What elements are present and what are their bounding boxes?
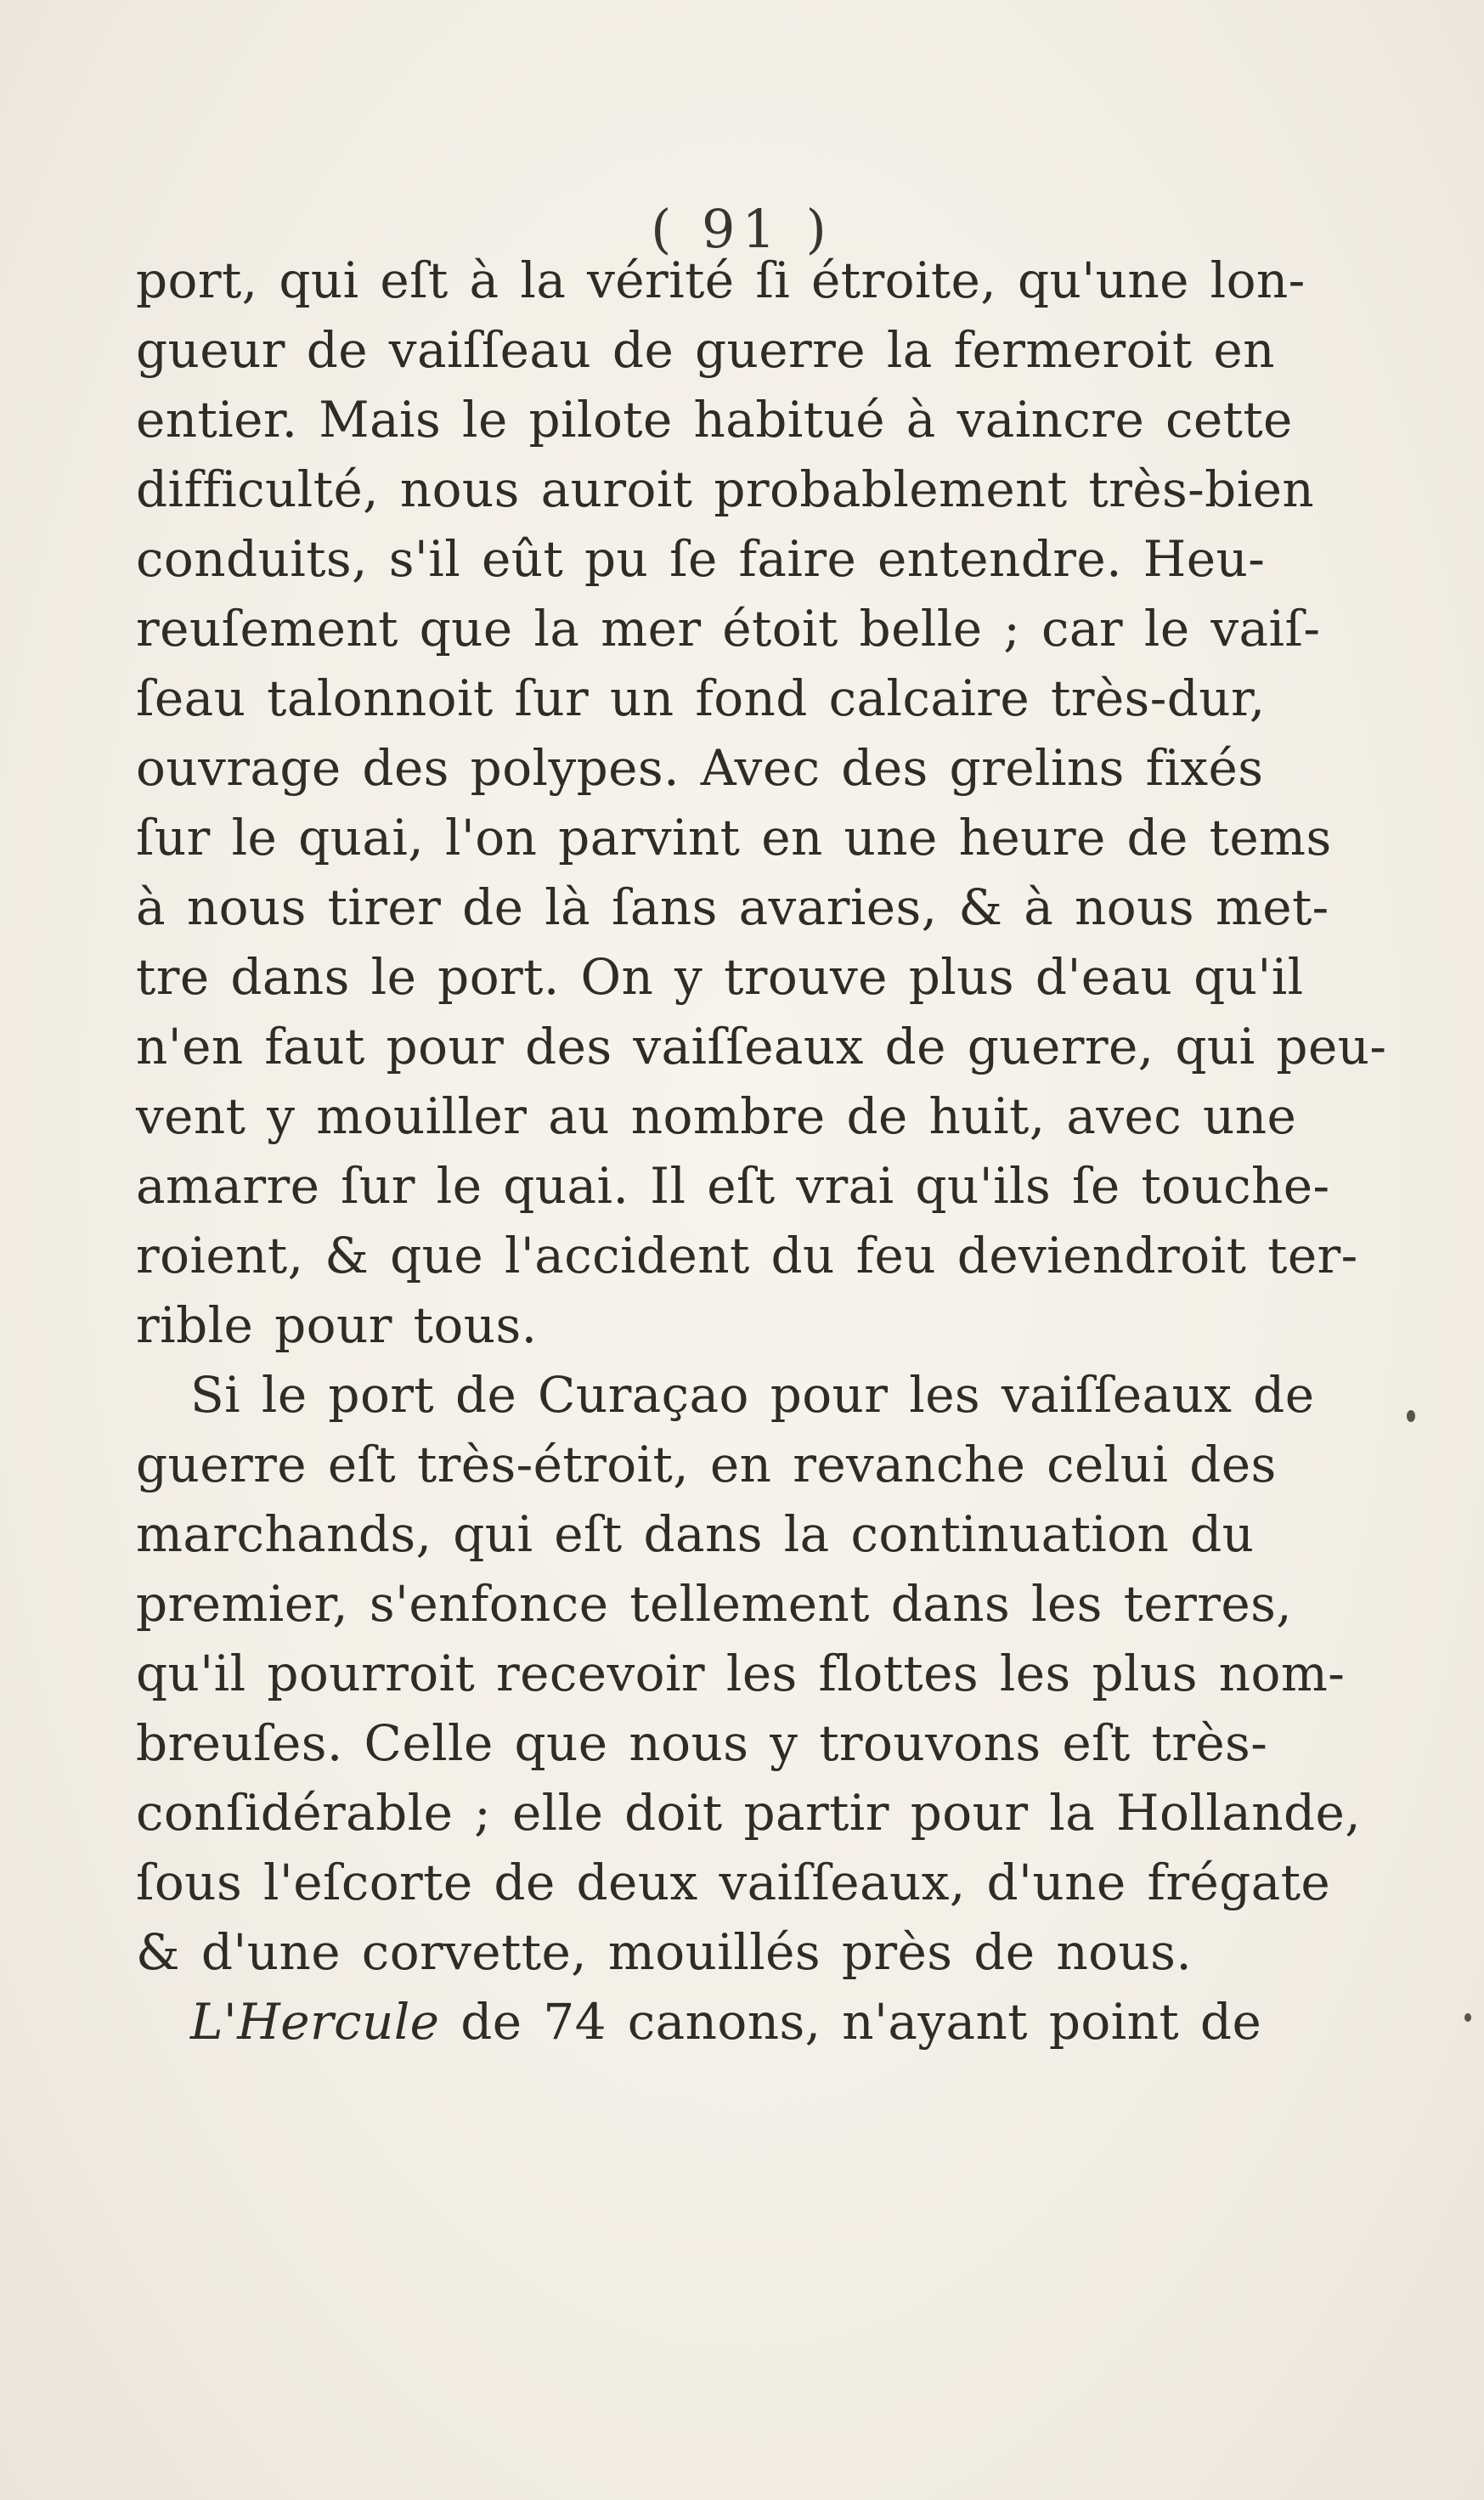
text-line: marchands, qui eſt dans la continuation du [136,1505,1255,1563]
text-line: conſidérable ; elle doit partir pour la Hollande, [136,1784,1362,1842]
text-line: n'en faut pour des vaiſſeaux de guerre, qui peu- [136,1018,1387,1075]
page-number: ( 91 ) [651,198,833,260]
text-line: premier, s'enfonce tellement dans les terres, [136,1575,1293,1633]
text-line: roient, & que l'accident du feu deviendroit ter- [136,1227,1358,1284]
text-line: rible pour tous. [136,1296,538,1354]
text-line: port, qui eſt à la vérité ſi étroite, qu'une lon- [136,251,1306,309]
text-line: ſeau talonnoit ſur un fond calcaire très-dur, [136,669,1266,727]
ink-speck [1464,2013,1471,2022]
text-line: guerre eſt très-étroit, en revanche celui des [136,1436,1277,1493]
text-line: à nous tirer de là ſans avaries, & à nous met- [136,878,1329,936]
text-line: tre dans le port. On y trouve plus d'eau qu'il [136,948,1304,1006]
text-line: gueur de vaiſſeau de guerre la fermeroit en [136,321,1275,379]
ink-speck [1407,1410,1415,1422]
paragraph-start-line: Si le port de Curaçao pour les vaiſſeaux de [190,1366,1315,1424]
text-line: entier. Mais le pilote habitué à vaincre cette [136,391,1293,449]
text-line: difficulté, nous auroit probablement très-bien [136,460,1315,518]
text-line: conduits, s'il eût pu ſe faire entendre. Heu- [136,530,1266,588]
text-line: ſous l'eſcorte de deux vaiſſeaux, d'une frégate [136,1854,1331,1911]
text-line: ſur le quai, l'on parvint en une heure de tems [136,809,1332,866]
text-line: & d'une corvette, mouillés près de nous. [136,1923,1193,1981]
text-line: breuſes. Celle que nous y trouvons eſt très- [136,1714,1268,1772]
paragraph-start-line [136,1988,1261,2056]
text-line: amarre ſur le quai. Il eſt vrai qu'ils ſe touche- [136,1157,1330,1215]
text-line: ouvrage des polypes. Avec des grelins fixés [136,739,1264,797]
text-line: qu'il pourroit recevoir les flottes les plus nom- [136,1645,1346,1702]
text-line: vent y mouiller au nombre de huit, avec une [136,1087,1297,1145]
body-text [136,246,1387,2158]
text-line-rest: de 74 canons, n'ayant point de [439,1993,1262,2051]
ship-name: L'Hercule [190,1993,440,2051]
text-line: reuſement que la mer étoit belle ; car le vaiſ- [136,600,1321,657]
